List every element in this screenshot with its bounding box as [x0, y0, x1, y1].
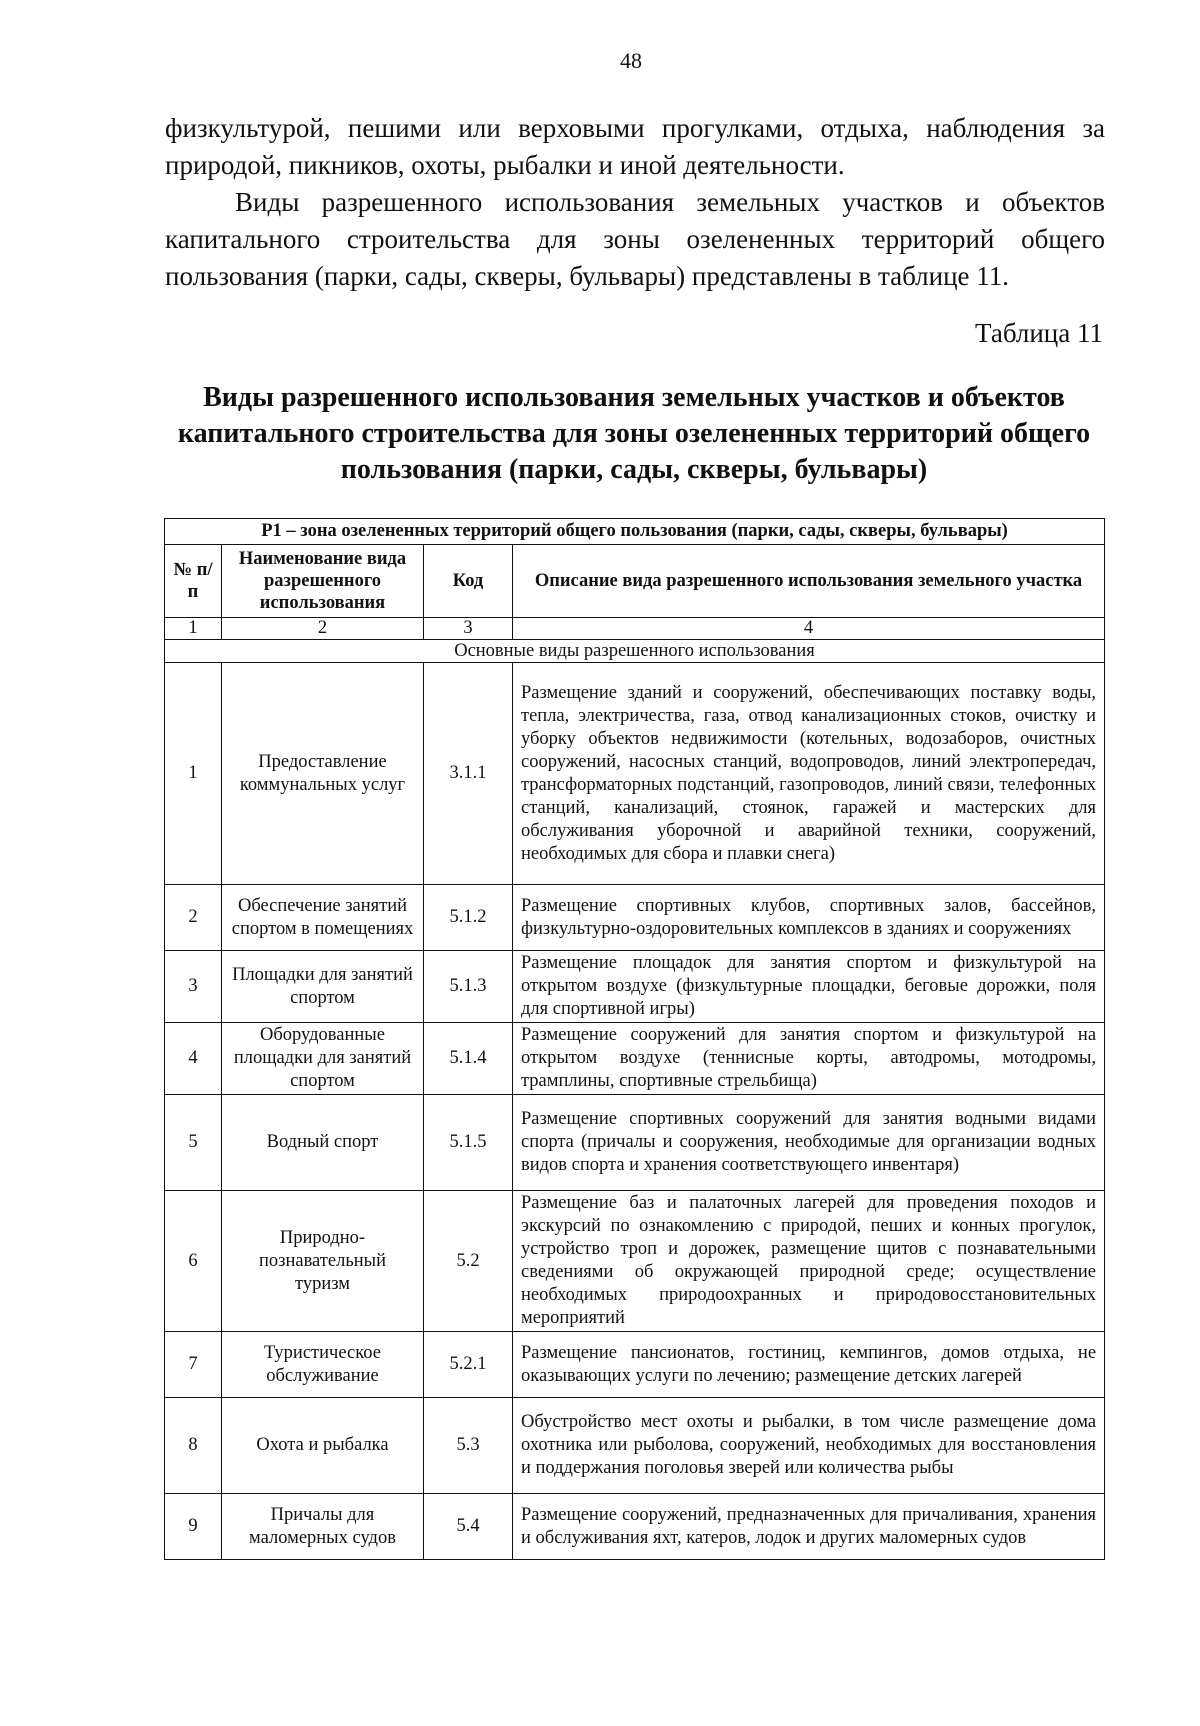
row-num: 5 [165, 1095, 222, 1191]
row-name: Площадки для занятий спортом [222, 951, 424, 1023]
intro-paragraph-1: физкультурой, пешими или верховыми прогулками, отдыха, наблюдения за природой, пикников, охоты, рыбалки и иной деятельности. [165, 113, 1105, 180]
table-row [165, 885, 1105, 951]
page-number: 48 [620, 48, 642, 73]
row-description: Размещение зданий и сооружений, обеспечивающих поставку воды, тепла, электричества, газа, отвод канализационных стоков, очистку и уборку объектов недвижимости (котельных, водозаборов, очистных сооружений, насосных станций, водопроводов, линий электропередач, трансформаторных подстанций, газопроводов, линий связи, телефонных станций, канализаций, стоянок, гаражей и мастерских для обслуживания уборочной и аварийной техники, сооружений, необходимых для сбора и плавки снега) [513, 663, 1105, 885]
column-header-row [165, 545, 1105, 618]
row-description: Размещение пансионатов, гостиниц, кемпингов, домов отдыха, не оказывающих услуги по лечению; размещение детских лагерей [513, 1332, 1105, 1398]
row-num: 9 [165, 1494, 222, 1560]
land-use-table [164, 518, 1105, 1560]
row-num: 3 [165, 951, 222, 1023]
table-row [165, 1191, 1105, 1332]
row-num: 4 [165, 1023, 222, 1095]
column-number: 3 [424, 618, 513, 640]
column-number: 2 [222, 618, 424, 640]
zone-header: Р1 – зона озелененных территорий общего пользования (парки, сады, скверы, бульвары) [165, 519, 1105, 545]
row-code: 3.1.1 [424, 663, 513, 885]
row-num: 7 [165, 1332, 222, 1398]
row-code: 5.1.4 [424, 1023, 513, 1095]
row-name: Природно-познавательный туризм [222, 1191, 424, 1332]
row-num: 1 [165, 663, 222, 885]
row-code: 5.1.5 [424, 1095, 513, 1191]
header-description: Описание вида разрешенного использования земельного участка [513, 545, 1105, 618]
row-code: 5.2.1 [424, 1332, 513, 1398]
row-num: 6 [165, 1191, 222, 1332]
row-description: Размещение спортивных клубов, спортивных залов, бассейнов, физкультурно-оздоровительных комплексов в зданиях и сооружениях [513, 885, 1105, 951]
row-code: 5.4 [424, 1494, 513, 1560]
table-row [165, 951, 1105, 1023]
column-number-row [165, 618, 1105, 640]
table-row [165, 1095, 1105, 1191]
table-title: Виды разрешенного использования земельных участков и объектов капитального строительства для зоны озелененных территорий общего пользования (парки, сады, скверы, бульвары) [177, 382, 1091, 485]
row-num: 2 [165, 885, 222, 951]
row-num: 8 [165, 1398, 222, 1494]
row-name: Оборудованные площадки для занятий спортом [222, 1023, 424, 1095]
row-name: Охота и рыбалка [222, 1398, 424, 1494]
row-description: Размещение сооружений для занятия спортом и физкультурой на открытом воздухе (теннисные корты, автодромы, мотодромы, трамплины, спортивные стрельбища) [513, 1023, 1105, 1095]
row-description: Размещение сооружений, предназначенных для причаливания, хранения и обслуживания яхт, катеров, лодок и других маломерных судов [513, 1494, 1105, 1560]
table-row [165, 1332, 1105, 1398]
section-title: Основные виды разрешенного использования [165, 640, 1105, 663]
intro-paragraph-2: Виды разрешенного использования земельных участков и объектов капитального строительства для зоны озелененных территорий общего пользования (парки, сады, скверы, бульвары) представлены в таблице 11. [165, 187, 1105, 291]
zone-header-row [165, 519, 1105, 545]
row-name: Водный спорт [222, 1095, 424, 1191]
row-description: Размещение спортивных сооружений для занятия водными видами спорта (причалы и сооружения, необходимые для организации водных видов спорта и хранения соответствующего инвентаря) [513, 1095, 1105, 1191]
header-name: Наименование вида разрешенного использования [222, 545, 424, 618]
row-name: Предоставление коммунальных услуг [222, 663, 424, 885]
table-row [165, 1023, 1105, 1095]
row-description: Размещение баз и палаточных лагерей для проведения походов и экскурсий по ознакомлению с природой, пеших и конных прогулок, устройство троп и дорожек, размещение щитов с познавательными сведениями об окружающей природной среде; осуществление необходимых природоохранных и природовосстановительных мероприятий [513, 1191, 1105, 1332]
row-code: 5.1.3 [424, 951, 513, 1023]
header-code: Код [424, 545, 513, 618]
column-number: 1 [165, 618, 222, 640]
table-row [165, 663, 1105, 885]
row-description: Размещение площадок для занятия спортом и физкультурой на открытом воздухе (физкультурные площадки, беговые дорожки, поля для спортивной игры) [513, 951, 1105, 1023]
row-code: 5.3 [424, 1398, 513, 1494]
section-row [165, 640, 1105, 663]
row-name: Причалы для маломерных судов [222, 1494, 424, 1560]
row-code: 5.1.2 [424, 885, 513, 951]
row-name: Обеспечение занятий спортом в помещениях [222, 885, 424, 951]
table-row [165, 1494, 1105, 1560]
row-name: Туристическое обслуживание [222, 1332, 424, 1398]
header-num: № п/п [165, 545, 222, 618]
row-code: 5.2 [424, 1191, 513, 1332]
table-caption: Таблица 11 [975, 318, 1103, 348]
column-number: 4 [513, 618, 1105, 640]
table-row [165, 1398, 1105, 1494]
intro-text [165, 110, 1105, 295]
row-description: Обустройство мест охоты и рыбалки, в том числе размещение дома охотника или рыболова, сооружений, необходимых для восстановления и поддержания поголовья зверей или количества рыбы [513, 1398, 1105, 1494]
